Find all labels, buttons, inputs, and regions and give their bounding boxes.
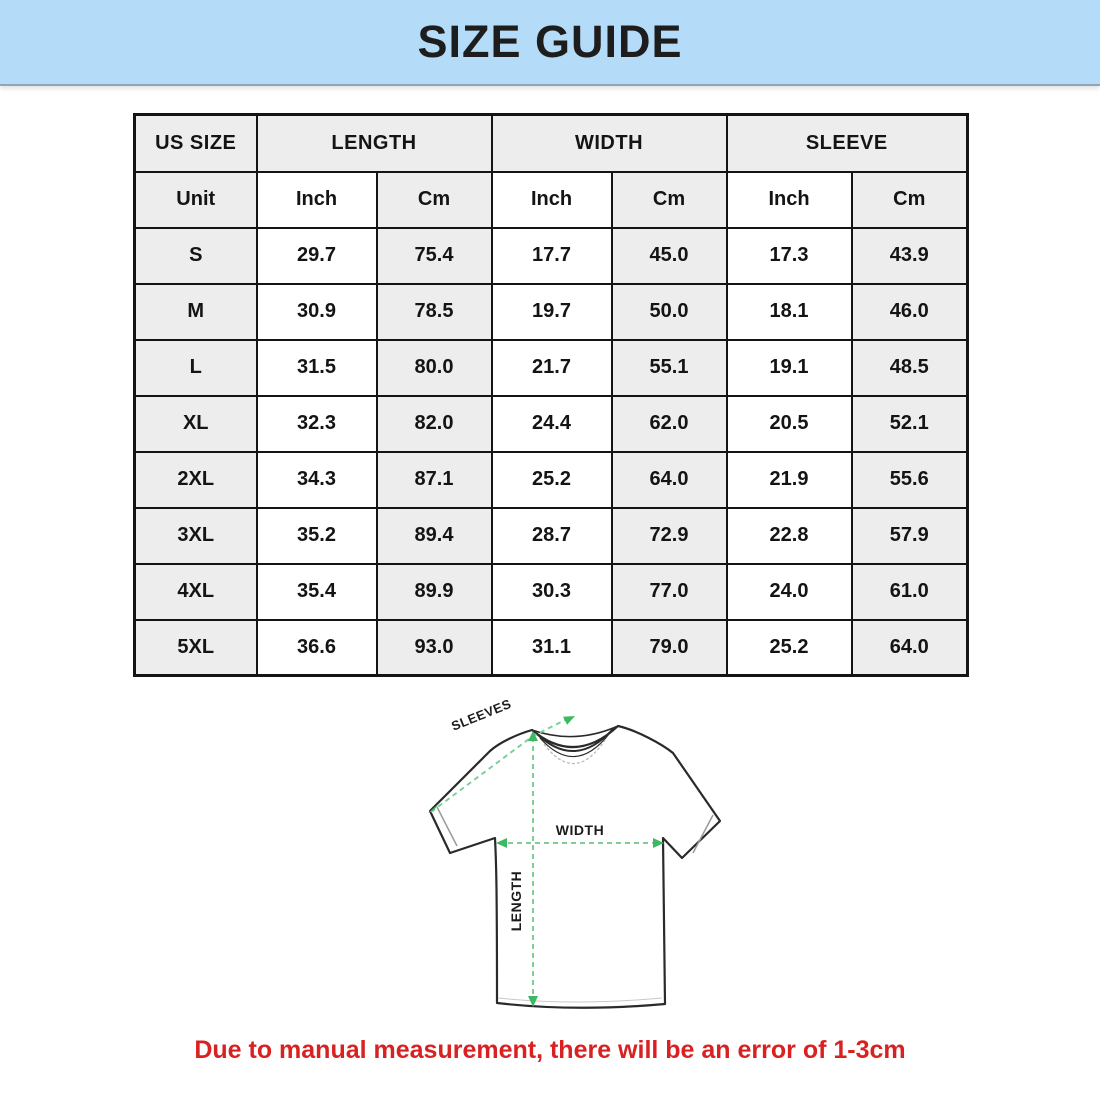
size-label: L: [135, 340, 257, 396]
table-cell: 75.4: [377, 228, 492, 284]
table-row-s: [135, 228, 968, 284]
unit-cell-cm: Cm: [612, 172, 727, 228]
size-label: 2XL: [135, 452, 257, 508]
table-row-l: [135, 340, 968, 396]
page-title: SIZE GUIDE: [417, 16, 683, 67]
table-cell: 48.5: [852, 340, 968, 396]
size-label: M: [135, 284, 257, 340]
table-cell: 17.7: [492, 228, 612, 284]
table-row-4xl: [135, 564, 968, 620]
unit-cell-cm: Cm: [377, 172, 492, 228]
table-cell: 22.8: [727, 508, 852, 564]
table-cell: 64.0: [612, 452, 727, 508]
table-cell: 55.6: [852, 452, 968, 508]
table-cell: 50.0: [612, 284, 727, 340]
col-group-length: LENGTH: [257, 115, 492, 172]
table-row-xl: [135, 396, 968, 452]
table-cell: 30.3: [492, 564, 612, 620]
table-cell: 34.3: [257, 452, 377, 508]
table-cell: 30.9: [257, 284, 377, 340]
table-cell: 32.3: [257, 396, 377, 452]
table-cell: 93.0: [377, 620, 492, 676]
col-group-width: WIDTH: [492, 115, 727, 172]
table-cell: 89.9: [377, 564, 492, 620]
table-cell: 64.0: [852, 620, 968, 676]
table-cell: 77.0: [612, 564, 727, 620]
table-row-3xl: [135, 508, 968, 564]
table-cell: 61.0: [852, 564, 968, 620]
table-cell: 57.9: [852, 508, 968, 564]
table-cell: 17.3: [727, 228, 852, 284]
table-cell: 31.5: [257, 340, 377, 396]
size-label: 3XL: [135, 508, 257, 564]
table-cell: 72.9: [612, 508, 727, 564]
unit-cell-inch: Inch: [492, 172, 612, 228]
tshirt-svg: [400, 688, 760, 1036]
table-cell: 46.0: [852, 284, 968, 340]
table-unit-row: [135, 172, 968, 228]
table-cell: 19.7: [492, 284, 612, 340]
table-cell: 43.9: [852, 228, 968, 284]
table-cell: 45.0: [612, 228, 727, 284]
table-cell: 89.4: [377, 508, 492, 564]
table-cell: 21.9: [727, 452, 852, 508]
table-cell: 21.7: [492, 340, 612, 396]
size-label: XL: [135, 396, 257, 452]
table-cell: 82.0: [377, 396, 492, 452]
table-cell: 55.1: [612, 340, 727, 396]
unit-cell-cm: Cm: [852, 172, 968, 228]
size-guide-banner: [0, 0, 1100, 86]
length-label: LENGTH: [508, 870, 524, 932]
table-cell: 18.1: [727, 284, 852, 340]
size-label: S: [135, 228, 257, 284]
table-cell: 24.4: [492, 396, 612, 452]
table-cell: 62.0: [612, 396, 727, 452]
table-row-m: [135, 284, 968, 340]
table-cell: 78.5: [377, 284, 492, 340]
unit-cell-inch: Inch: [257, 172, 377, 228]
table-cell: 31.1: [492, 620, 612, 676]
table-row-2xl: [135, 452, 968, 508]
unit-header-cell: Unit: [135, 172, 257, 228]
table-cell: 25.2: [492, 452, 612, 508]
table-cell: 28.7: [492, 508, 612, 564]
table-cell: 25.2: [727, 620, 852, 676]
size-label: 4XL: [135, 564, 257, 620]
table-cell: 35.2: [257, 508, 377, 564]
unit-cell-inch: Inch: [727, 172, 852, 228]
table-cell: 24.0: [727, 564, 852, 620]
table-cell: 52.1: [852, 396, 968, 452]
tshirt-outline: [430, 726, 720, 1008]
table-cell: 29.7: [257, 228, 377, 284]
sleeves-label: SLEEVES: [449, 695, 514, 734]
width-label: WIDTH: [555, 822, 605, 838]
tshirt-diagram: [400, 688, 760, 1036]
size-table: [133, 113, 969, 677]
table-cell: 79.0: [612, 620, 727, 676]
table-cell: 35.4: [257, 564, 377, 620]
table-cell: 36.6: [257, 620, 377, 676]
size-label: 5XL: [135, 620, 257, 676]
col-group-us-size: US SIZE: [135, 115, 257, 172]
col-group-sleeve: SLEEVE: [727, 115, 968, 172]
table-cell: 20.5: [727, 396, 852, 452]
table-cell: 87.1: [377, 452, 492, 508]
table-cell: 19.1: [727, 340, 852, 396]
table-row-5xl: [135, 620, 968, 676]
table-cell: 80.0: [377, 340, 492, 396]
table-group-header-row: [135, 115, 968, 172]
measurement-note: Due to manual measurement, there will be an error of 1-3cm: [194, 1036, 906, 1064]
